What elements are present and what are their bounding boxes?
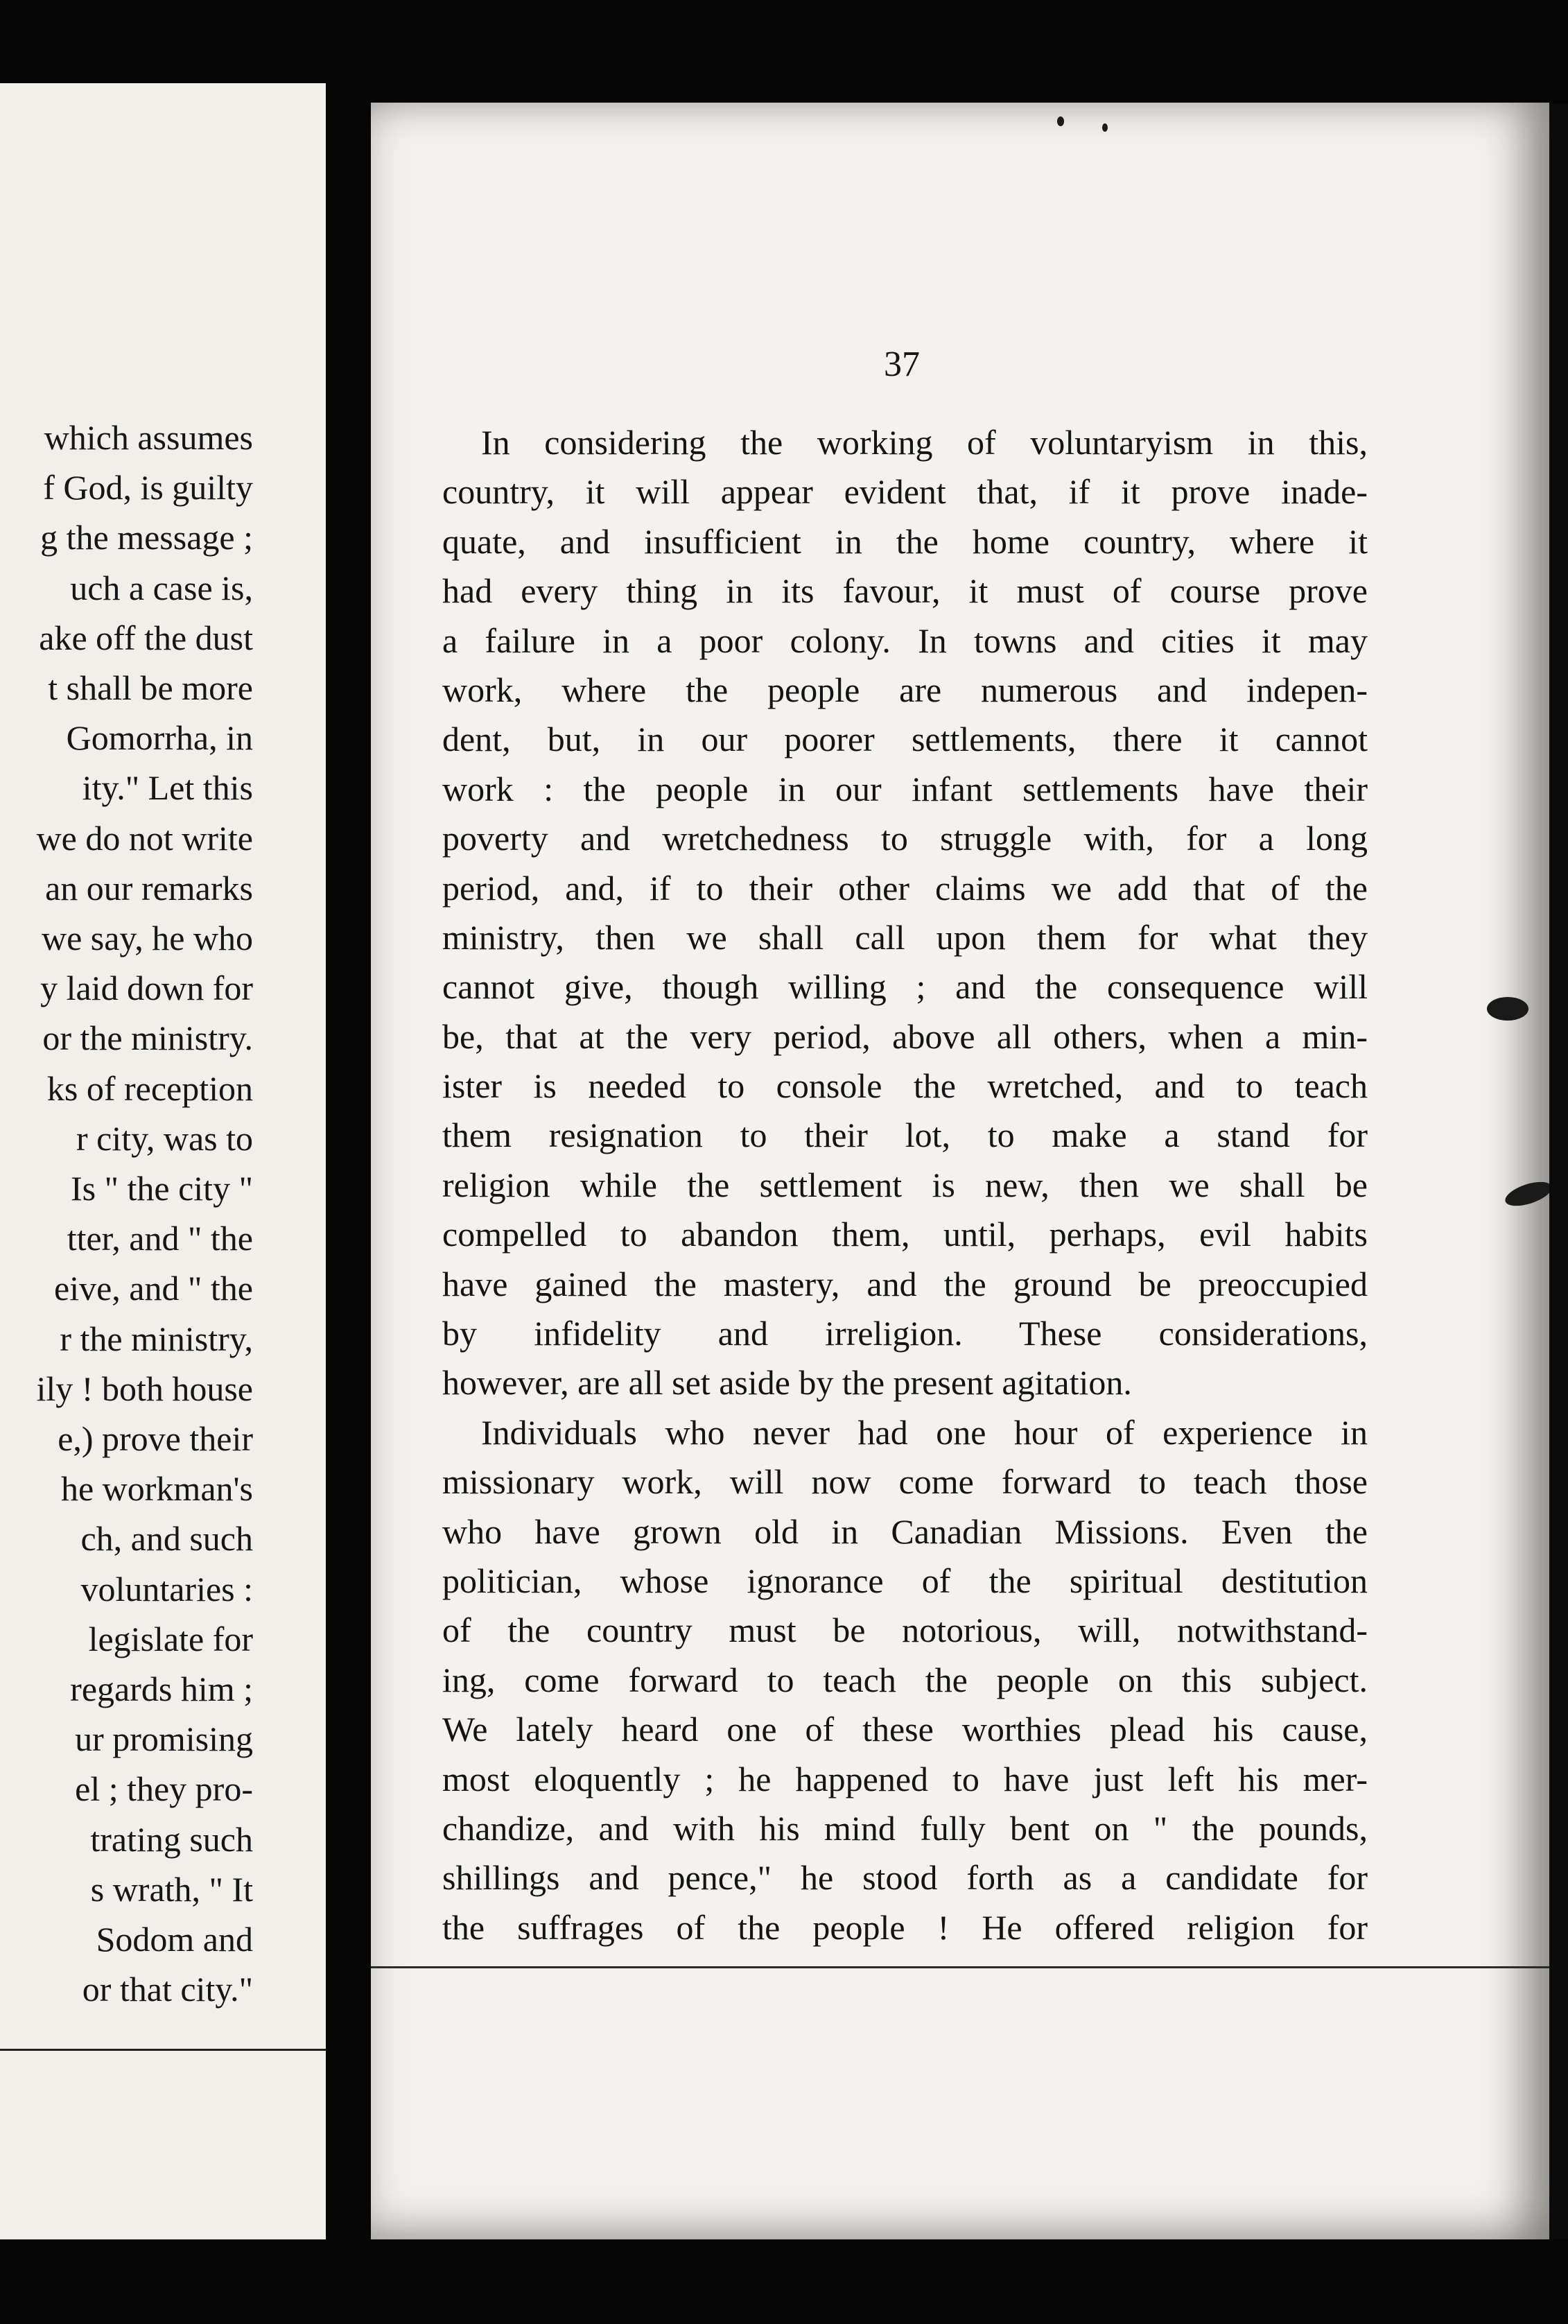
- text-line: work : the people in our infant settlements have their: [442, 769, 1368, 808]
- text-line: compelled to abandon them, until, perhaps, evil habits: [442, 1215, 1368, 1254]
- left-line: we do not write: [36, 818, 253, 858]
- left-line: he workman's: [60, 1469, 253, 1509]
- text-line: most eloquently ; he happened to have just left his mer-: [442, 1759, 1368, 1798]
- text-line: them resignation to their lot, to make a stand for: [442, 1116, 1368, 1155]
- left-line: we say, he who: [41, 919, 253, 958]
- left-line: e,) prove their: [58, 1419, 253, 1459]
- text-line: who have grown old in Canadian Missions. Even the: [442, 1511, 1368, 1551]
- text-line: period, and, if to their other claims we add that of the: [442, 868, 1368, 908]
- left-line: regards him ;: [70, 1670, 253, 1709]
- text-line: have gained the mastery, and the ground be preoccupied: [442, 1264, 1368, 1303]
- text-line: religion while the settlement is new, then we shall be: [442, 1165, 1368, 1204]
- left-line: ur promising: [75, 1719, 253, 1759]
- left-line: or that city.": [82, 1970, 253, 2009]
- page-number: 37: [884, 345, 920, 384]
- left-line: legislate for: [88, 1619, 253, 1658]
- left-line: ks of reception: [46, 1068, 253, 1108]
- text-line: politician, whose ignorance of the spiritual destitution: [442, 1561, 1368, 1600]
- left-line: voluntaries :: [80, 1569, 253, 1608]
- text-line: the suffrages of the people ! He offered religion for: [442, 1907, 1368, 1947]
- left-line: trating such: [90, 1819, 253, 1859]
- page-body-text: [442, 418, 1368, 1952]
- ink-speck: [1057, 116, 1064, 126]
- right-page: [371, 103, 1549, 2245]
- left-line: el ; they pro-: [75, 1769, 253, 1809]
- left-line: uch a case is,: [70, 568, 253, 607]
- scan-bottom-border: [0, 2239, 1568, 2324]
- text-line: chandize, and with his mind fully bent on " the pounds,: [442, 1808, 1368, 1848]
- left-line: s wrath, " It: [90, 1869, 253, 1909]
- left-line: eive, and " the: [54, 1269, 253, 1308]
- book-gutter: [326, 83, 374, 2246]
- text-line: missionary work, will now come forward to teach those: [442, 1462, 1368, 1502]
- ink-speck: [1102, 123, 1108, 132]
- text-line: had every thing in its favour, it must of course prove: [442, 571, 1368, 611]
- text-line: be, that at the very period, above all others, when a min-: [442, 1016, 1368, 1056]
- left-line: t shall be more: [48, 668, 253, 708]
- ink-speck: [1502, 1177, 1549, 1211]
- left-line: Is " the city ": [71, 1169, 253, 1208]
- text-line: dent, but, in our poorer settlements, there it cannot: [442, 720, 1368, 759]
- left-line: ake off the dust: [39, 618, 253, 657]
- text-line: In considering the working of voluntaryism in this,: [481, 423, 1368, 462]
- left-line: ily ! both house: [36, 1369, 253, 1408]
- left-line: or the ministry.: [42, 1018, 253, 1058]
- left-page-rule: [0, 2049, 350, 2051]
- text-line: of the country must be notorious, will, notwithstand-: [442, 1611, 1368, 1650]
- left-line: an our remarks: [45, 868, 253, 908]
- left-line: ity." Let this: [82, 768, 253, 808]
- left-page-text: [0, 413, 253, 2015]
- left-line: y laid down for: [40, 969, 253, 1008]
- right-page-rule: [371, 1966, 1549, 1968]
- left-line: f God, is guilty: [43, 468, 253, 508]
- left-line: r city, was to: [76, 1118, 253, 1158]
- left-line: Gomorrha, in: [66, 718, 253, 758]
- left-line: which assumes: [44, 418, 253, 457]
- text-line: ing, come forward to teach the people on this subject.: [442, 1660, 1368, 1699]
- left-line: Sodom and: [96, 1920, 253, 1959]
- text-line: ister is needed to console the wretched, and to teach: [442, 1066, 1368, 1106]
- text-line: cannot give, though willing ; and the consequence will: [442, 967, 1368, 1007]
- text-line: ministry, then we shall call upon them for what they: [442, 917, 1368, 957]
- text-line: a failure in a poor colony. In towns and cities it may: [442, 621, 1368, 660]
- left-line: ch, and such: [80, 1519, 253, 1559]
- text-line: shillings and pence," he stood forth as a candidate for: [442, 1858, 1368, 1898]
- text-line: quate, and insufficient in the home country, where it: [442, 521, 1368, 561]
- ink-speck: [1487, 997, 1528, 1021]
- left-page: [0, 83, 350, 2246]
- left-line: tter, and " the: [67, 1219, 253, 1258]
- text-line: We lately heard one of these worthies plead his cause,: [442, 1710, 1368, 1749]
- text-line: Individuals who never had one hour of experience in: [481, 1412, 1368, 1452]
- text-line: country, it will appear evident that, if it prove inade-: [442, 472, 1368, 512]
- left-line: r the ministry,: [60, 1319, 253, 1358]
- left-line: g the message ;: [40, 518, 253, 557]
- text-line: by infidelity and irreligion. These considerations,: [442, 1314, 1368, 1353]
- text-line: work, where the people are numerous and indepen-: [442, 670, 1368, 709]
- text-line: poverty and wretchedness to struggle with, for a long: [442, 819, 1368, 858]
- text-line: however, are all set aside by the present agitation.: [442, 1363, 1132, 1403]
